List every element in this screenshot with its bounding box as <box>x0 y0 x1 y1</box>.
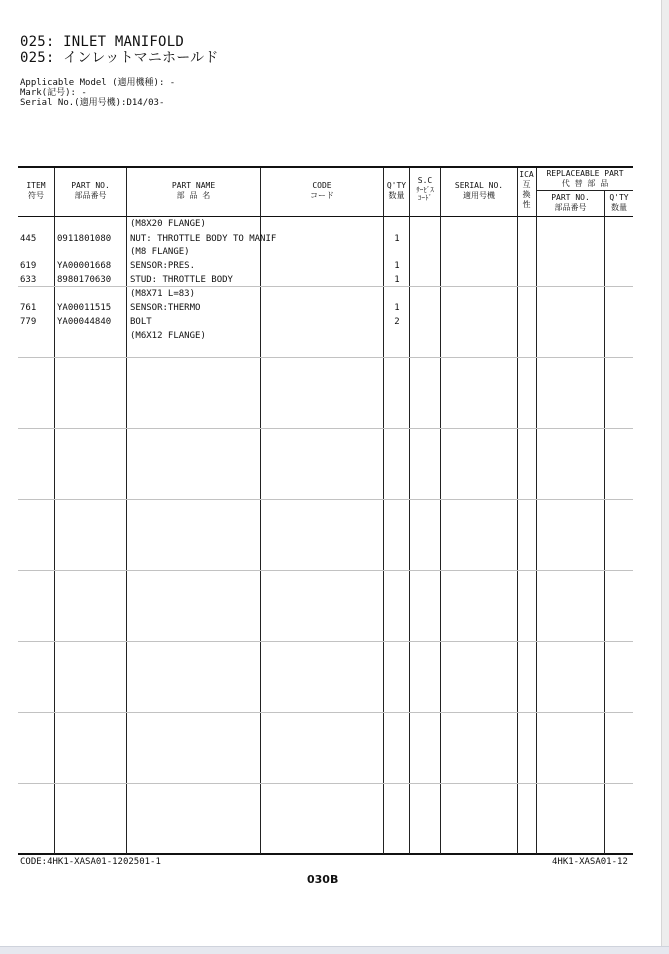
footer-code: CODE:4HK1-XASA01-1202501-1 <box>20 857 161 867</box>
part-name-cell: (M8X20 FLANGE) <box>130 219 206 229</box>
header-repl-part-no: PART NO. 部品番号 <box>551 193 590 212</box>
part-no-cell: YA00001668 <box>57 261 112 271</box>
header-bottom-rule <box>18 216 633 217</box>
part-name-cell: NUT: THROTTLE BODY TO MANIF <box>130 234 277 244</box>
header-sc: S.C ｻｰﾋﾞｽ ｺｰﾄﾞ <box>416 176 434 202</box>
row-group-rule <box>18 712 633 713</box>
table-top-rule <box>18 166 633 168</box>
part-name-cell: (M8 FLANGE) <box>130 247 190 257</box>
header-code: CODE コード <box>310 181 334 200</box>
row-group-rule <box>18 641 633 642</box>
col-divider <box>440 168 441 854</box>
page-number: 030B <box>307 873 339 886</box>
page-edge-bottom <box>0 946 669 954</box>
part-name-cell: SENSOR:PRES. <box>130 261 196 271</box>
part-no-cell: YA00044840 <box>57 317 112 327</box>
qty-cell: 1 <box>394 234 400 244</box>
qty-cell: 1 <box>394 303 400 313</box>
header-ica: ICA 互 換 性 <box>519 170 534 209</box>
part-no-cell: 8980170630 <box>57 275 112 285</box>
item-cell: 445 <box>20 234 37 244</box>
header-replaceable: REPLACEABLE PART 代 替 部 品 <box>546 169 624 188</box>
item-cell: 761 <box>20 303 37 313</box>
part-no-cell: YA00011515 <box>57 303 112 313</box>
applicable-model: Applicable Model (適用機種): - <box>20 78 176 88</box>
col-divider <box>260 168 261 854</box>
item-cell: 779 <box>20 317 37 327</box>
serial-no: Serial No.(適用号機):D14/03- <box>20 98 165 108</box>
col-divider <box>604 168 605 854</box>
part-no-cell: 0911801080 <box>57 234 112 244</box>
title-jp: 025: インレットマニホールド <box>20 50 219 66</box>
header-repl-qty: Q'TY 数量 <box>609 193 629 212</box>
table-bottom-rule <box>18 853 633 855</box>
header-serial: SERIAL NO. 適用号機 <box>454 181 504 200</box>
part-name-cell: BOLT <box>130 317 152 327</box>
part-name-cell: (M8X71 L=83) <box>130 289 196 299</box>
item-cell: 619 <box>20 261 37 271</box>
row-group-rule <box>18 499 633 500</box>
part-name-cell: (M6X12 FLANGE) <box>130 331 206 341</box>
qty-cell: 2 <box>394 317 400 327</box>
col-divider <box>126 168 127 854</box>
col-divider <box>536 168 537 854</box>
mark: Mark(記号): - <box>20 88 87 98</box>
header-qty: Q'TY 数量 <box>386 181 407 200</box>
title-en: 025: INLET MANIFOLD <box>20 34 184 50</box>
row-group-rule <box>18 428 633 429</box>
replaceable-subheader-rule <box>536 190 633 191</box>
page-edge-shadow <box>661 0 669 954</box>
header-part-name: PART NAME 部 品 名 <box>171 181 216 200</box>
row-group-rule <box>18 286 633 287</box>
row-group-rule <box>18 570 633 571</box>
row-group-rule <box>18 783 633 784</box>
part-name-cell: STUD: THROTTLE BODY <box>130 275 233 285</box>
row-group-rule <box>18 357 633 358</box>
header-part-no: PART NO. 部品番号 <box>71 181 110 200</box>
col-divider <box>517 168 518 854</box>
part-name-cell: SENSOR:THERMO <box>130 303 201 313</box>
qty-cell: 1 <box>394 275 400 285</box>
col-divider <box>54 168 55 854</box>
item-cell: 633 <box>20 275 37 285</box>
qty-cell: 1 <box>394 261 400 271</box>
header-item: ITEM 符号 <box>26 181 46 200</box>
footer-right-code: 4HK1-XASA01-12 <box>552 857 628 867</box>
